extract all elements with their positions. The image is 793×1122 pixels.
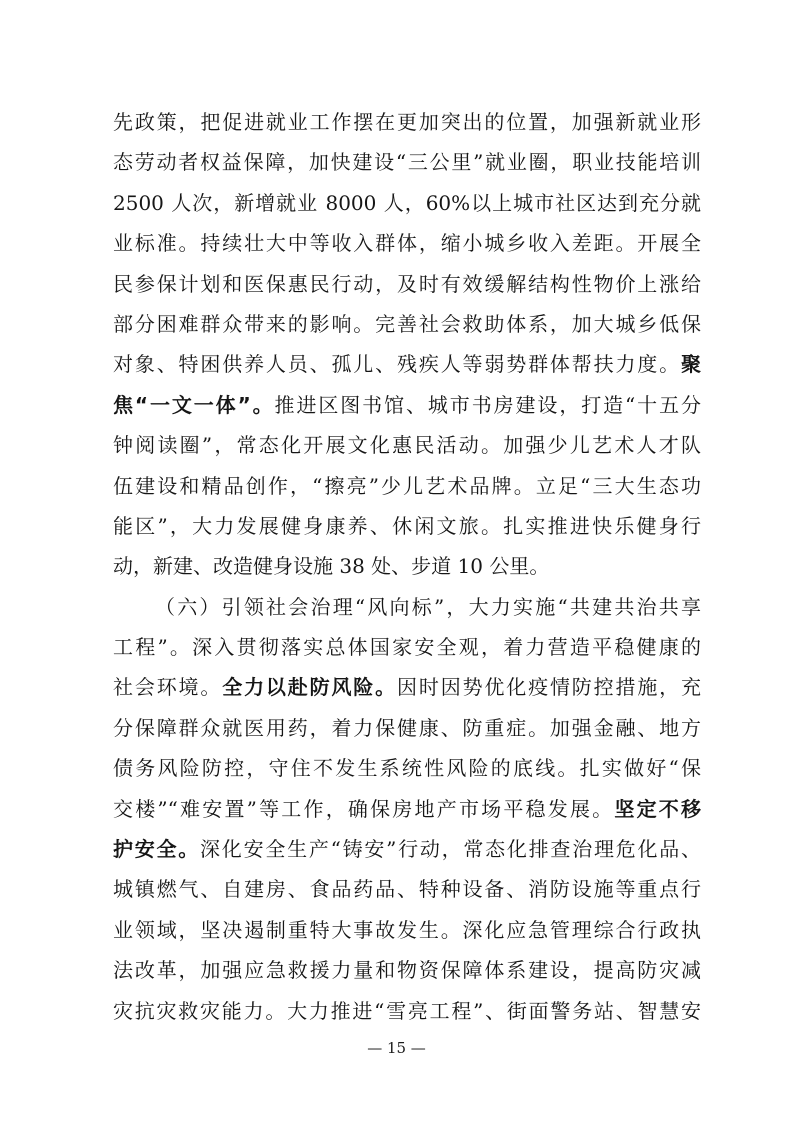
- paragraph-2-line-3: [113, 667, 701, 707]
- paragraph-1-line-7: [113, 344, 701, 384]
- paragraph-1-line-1: [113, 102, 701, 142]
- paragraph-2-line-1: [113, 587, 701, 627]
- text-run: 法改革，加强应急救援力量和物资保障体系建设，提高防灾减: [113, 958, 701, 983]
- text-run: 城镇燃气、自建房、食品药品、特种设备、消防设施等重点行: [113, 877, 701, 902]
- paragraph-2-line-9: [113, 910, 701, 950]
- text-run: 深化安全生产“铸安”行动，常态化排查治理危化品、: [200, 837, 701, 862]
- document-body-text: [113, 102, 701, 1031]
- paragraph-1-line-3: [113, 183, 701, 223]
- bold-text-run: 聚: [681, 352, 701, 377]
- page-number: — 15 —: [367, 1039, 426, 1057]
- bold-text-run: 焦“一文一体”。: [113, 392, 275, 417]
- paragraph-1-line-2: [113, 142, 701, 182]
- bold-text-run: 护安全。: [113, 837, 201, 862]
- text-run: 2500 人次，新增就业 8000 人，60%以上城市社区达到充分就: [113, 190, 701, 215]
- text-run: 态劳动者权益保障，加快建设“三公里”就业圈，职业技能培训: [113, 150, 701, 175]
- text-run: 业领域，坚决遏制重特大事故发生。深化应急管理综合行政执: [113, 917, 701, 942]
- paragraph-2-line-4: [113, 708, 701, 748]
- paragraph-2-line-5: [113, 748, 701, 788]
- paragraph-1-line-9: [113, 425, 701, 465]
- text-run: 先政策，把促进就业工作摆在更加突出的位置，加强新就业形: [113, 110, 701, 134]
- text-run: 交楼”“难安置”等工作，确保房地产市场平稳发展。: [113, 796, 615, 821]
- paragraph-1-line-12: [113, 546, 701, 586]
- paragraph-1-line-11: [113, 506, 701, 546]
- text-run: 分保障群众就医用药，着力保健康、防重症。加强金融、地方: [113, 715, 701, 740]
- paragraph-2-line-2: [113, 627, 701, 667]
- text-run: 债务风险防控，守住不发生系统性风险的底线。扎实做好“保: [113, 756, 701, 781]
- text-run: （六）引领社会治理“风向标”，大力实施“共建共治共享: [155, 594, 701, 619]
- text-run: 对象、特困供养人员、孤儿、残疾人等弱势群体帮扶力度。: [113, 352, 681, 377]
- text-run: 动，新建、改造健身设施 38 处、步道 10 公里。: [113, 554, 550, 579]
- paragraph-2-line-6: [113, 789, 701, 829]
- paragraph-1-line-6: [113, 304, 701, 344]
- bold-text-run: 全力以赴防风险。: [222, 675, 398, 700]
- text-run: 推进区图书馆、城市书房建设，打造“十五分: [274, 392, 701, 417]
- paragraph-1-line-8: [113, 385, 701, 425]
- text-run: 因时因势优化疫情防控措施，充: [397, 675, 701, 700]
- text-run: 业标准。持续壮大中等收入群体，缩小城乡收入差距。开展全: [113, 231, 701, 256]
- text-run: 社会环境。: [113, 675, 223, 700]
- bold-text-run: 坚定不移: [614, 796, 701, 821]
- text-run: 工程”。深入贯彻落实总体国家安全观，着力营造平稳健康的: [113, 635, 701, 660]
- paragraph-2-line-11: [113, 991, 701, 1031]
- text-run: 民参保计划和医保惠民行动，及时有效缓解结构性物价上涨给: [113, 271, 701, 296]
- paragraph-1-line-4: [113, 223, 701, 263]
- text-run: 伍建设和精品创作，“擦亮”少儿艺术品牌。立足“三大生态功: [113, 473, 701, 498]
- paragraph-1-line-5: [113, 264, 701, 304]
- paragraph-2-line-7: [113, 829, 701, 869]
- text-run: 能区”，大力发展健身康养、休闲文旅。扎实推进快乐健身行: [113, 513, 701, 538]
- paragraph-1-line-10: [113, 466, 701, 506]
- paragraph-2-line-8: [113, 869, 701, 909]
- text-run: 灾抗灾救灾能力。大力推进“雪亮工程”、街面警务站、智慧安: [113, 998, 701, 1023]
- paragraph-2-line-10: [113, 950, 701, 990]
- text-run: 部分困难群众带来的影响。完善社会救助体系，加大城乡低保: [113, 311, 701, 336]
- text-run: 钟阅读圈”，常态化开展文化惠民活动。加强少儿艺术人才队: [113, 433, 701, 458]
